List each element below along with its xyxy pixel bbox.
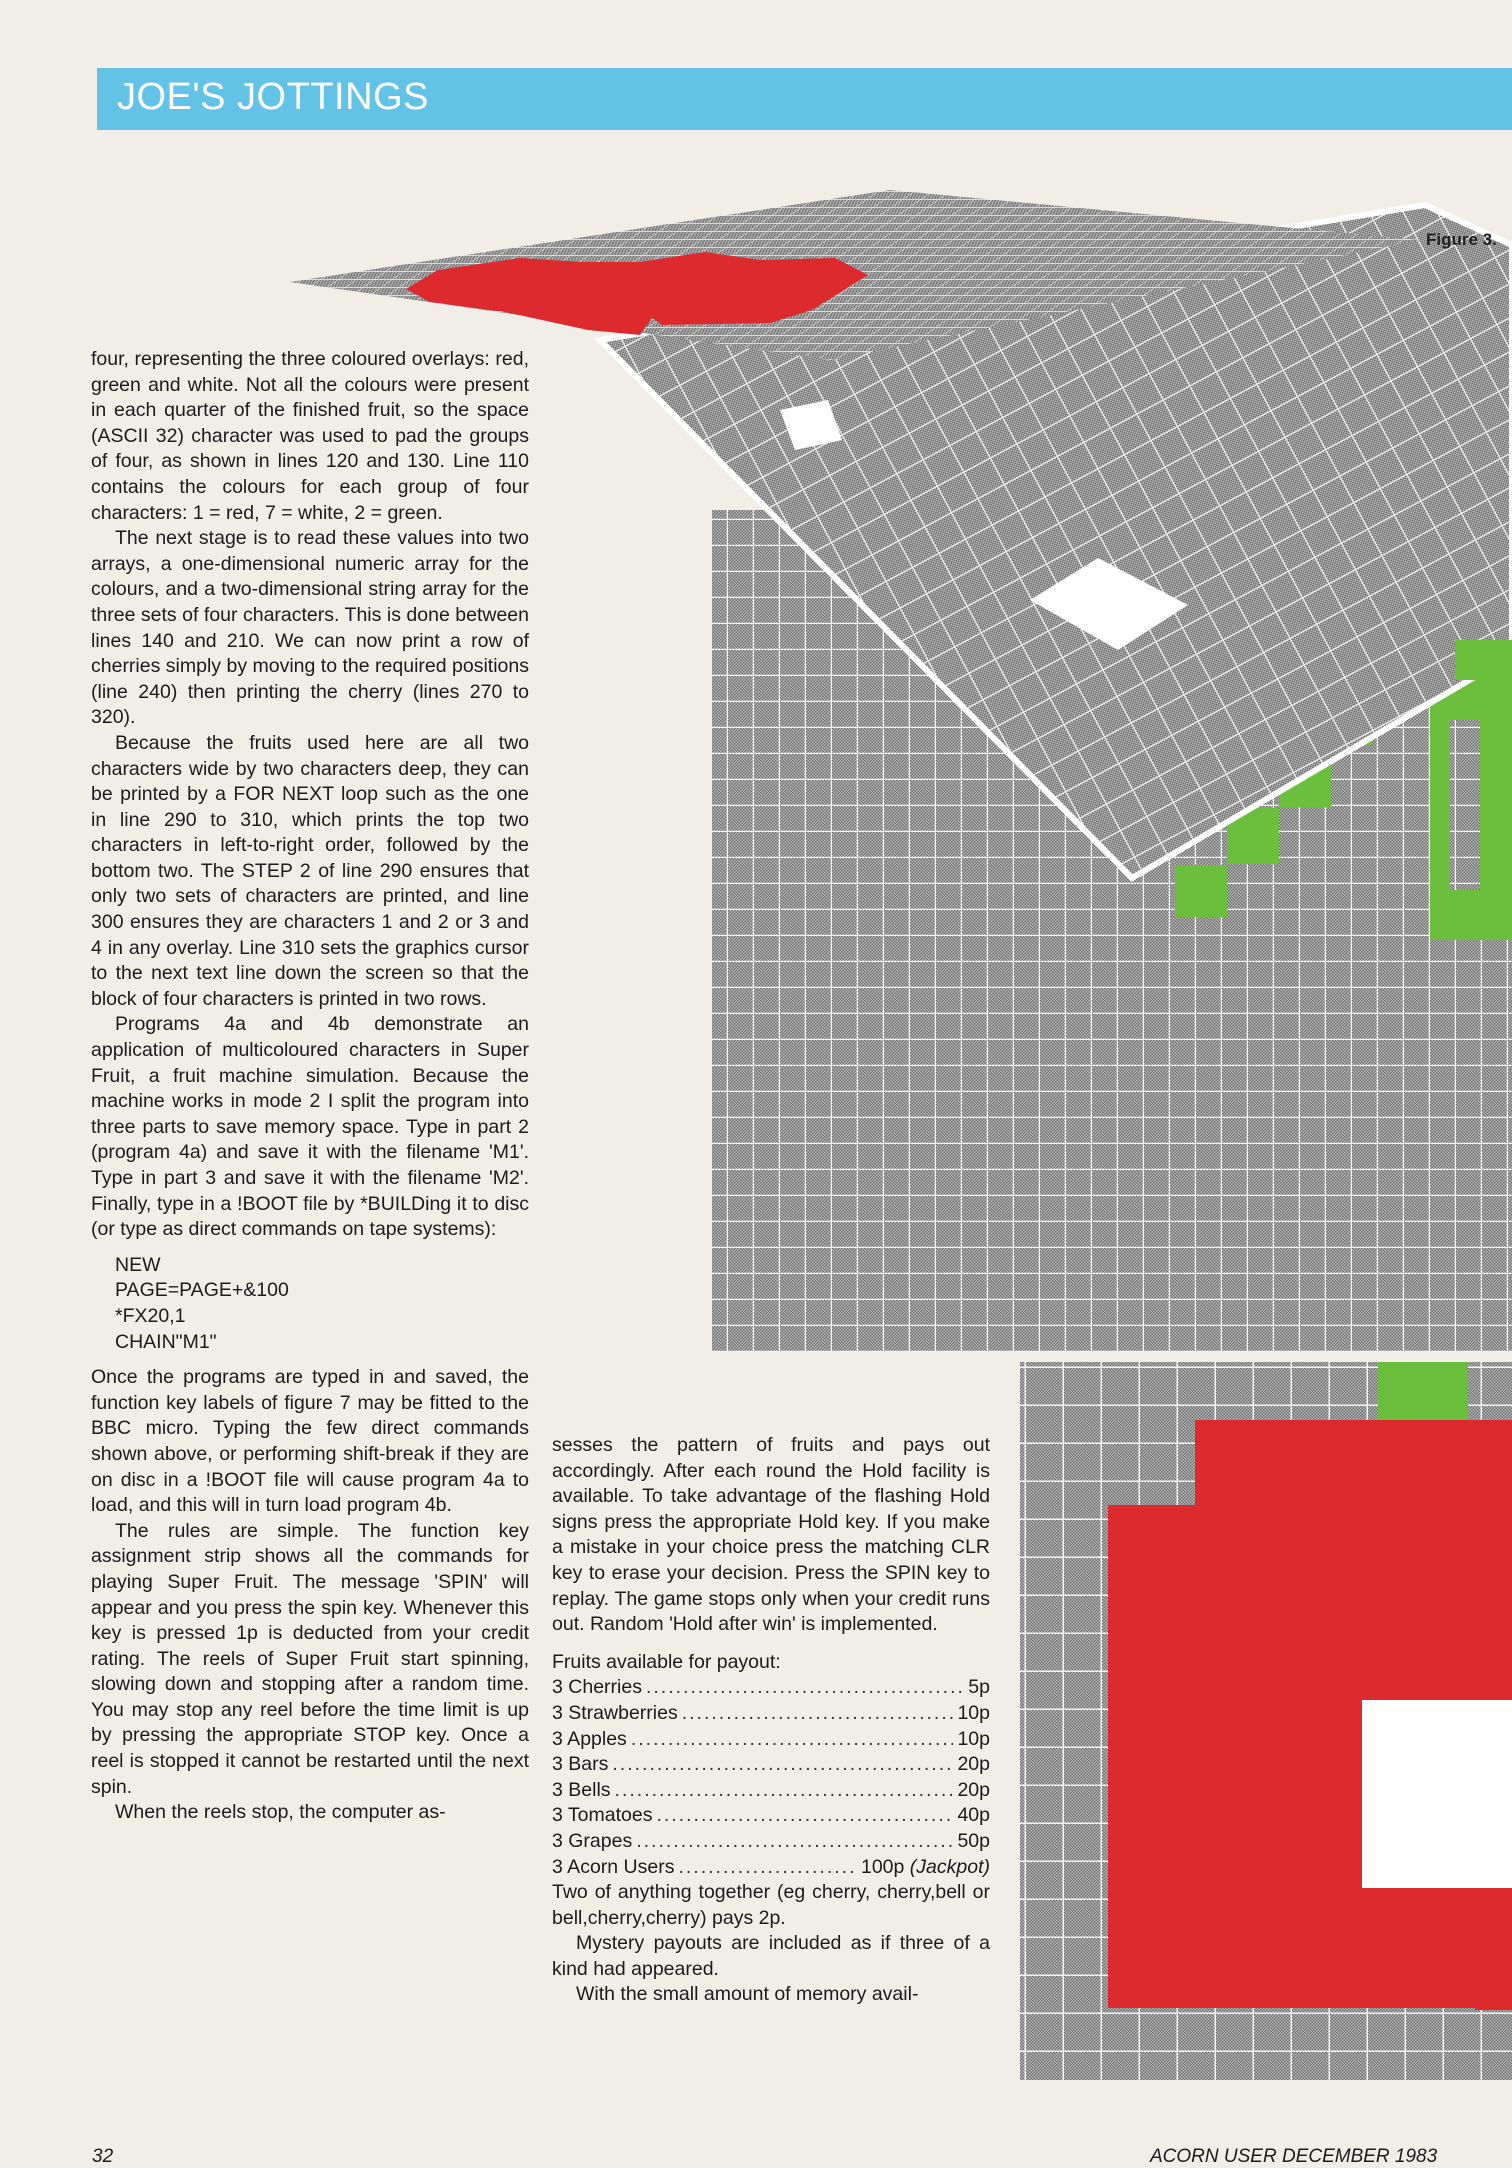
magazine-footer: ACORN USER DECEMBER 1983 bbox=[1150, 2146, 1438, 2167]
leader-dots bbox=[656, 1803, 953, 1829]
grey-gap bbox=[1450, 720, 1480, 890]
paragraph: Mystery payouts are included as if three of a kind had appeared. bbox=[552, 1932, 990, 1980]
page-number: 32 bbox=[92, 2146, 114, 2167]
payout-row bbox=[552, 1675, 990, 1701]
leader-dots bbox=[615, 1778, 954, 1804]
payout-prize: 50p bbox=[957, 1829, 990, 1852]
payout-row bbox=[552, 1778, 990, 1804]
boot-commands bbox=[115, 1253, 529, 1355]
payout-prize: 5p bbox=[968, 1676, 990, 1699]
payout-table bbox=[552, 1675, 990, 1880]
green-cell bbox=[1378, 1362, 1468, 1424]
payout-fruit: 3 Acorn Users bbox=[552, 1855, 675, 1878]
paragraph: With the small amount of memory avail- bbox=[576, 1983, 919, 2006]
green-cell bbox=[1175, 865, 1227, 917]
white-cell bbox=[1362, 1700, 1512, 1888]
payout-fruit: 3 Cherries bbox=[552, 1676, 642, 1699]
paragraph: The next stage is to read these values into two arrays, a one-dimensional numeric array for the colours, and a two-dimensional string array for the three sets of four characters. This is done between lines 140 and 210. We can now print a row of cherries simply by moving to the required positions (line 240) then printing the cherry (lines 270 to 320). bbox=[91, 527, 529, 729]
leader-dots bbox=[682, 1701, 954, 1727]
text-column-right bbox=[552, 1433, 990, 2008]
leader-dots bbox=[612, 1752, 953, 1778]
payout-fruit: 3 Bars bbox=[552, 1753, 609, 1776]
payout-row bbox=[552, 1701, 990, 1727]
paragraph: Programs 4a and 4b demonstrate an application of multicoloured characters in Super Fruit, a fruit machine simulation. Because the machine works in mode 2 I split the program into three parts to save memory space. Type in part 2 (program 4a) and save it with the filename 'M1'. Type in part 3 and save it with the filename 'M2'. Finally, type in a !BOOT file by *BUILDing it to disc (or type as direct commands on tape systems): bbox=[91, 1013, 529, 1241]
payout-row bbox=[552, 1727, 990, 1753]
paragraph: When the reels stop, the computer as- bbox=[115, 1801, 446, 1824]
paragraph: Two of anything together (eg cherry, cherry,bell or bell,cherry,cherry) pays 2p. bbox=[552, 1881, 990, 1929]
payout-prize: 100p bbox=[860, 1855, 905, 1878]
code-line: NEW bbox=[115, 1253, 161, 1276]
section-title: JOE'S JOTTINGS bbox=[117, 76, 429, 118]
leader-dots bbox=[646, 1675, 964, 1701]
paragraph: Once the programs are typed in and saved, the function key labels of figure 7 may be fitted to the BBC micro. Typing the few direct commands shown above, or performing shift-break if they are on disc in a !BOOT file will cause program 4a to load, and this will in turn load program 4b. bbox=[91, 1366, 529, 1517]
payout-fruit: 3 Apples bbox=[552, 1727, 627, 1750]
payout-prize: 20p bbox=[957, 1778, 990, 1801]
leader-dots bbox=[631, 1727, 954, 1753]
figure-label: Figure 3. bbox=[1426, 230, 1497, 249]
payout-heading: Fruits available for payout: bbox=[552, 1650, 781, 1673]
paragraph: four, representing the three coloured overlays: red, green and white. Not all the colours were present in each quarter of the finished fruit, so the space (ASCII 32) character was used to pad the groups of four, as shown in lines 120 and 130. Line 110 contains the colours for each group of four characters: 1 = red, 7 = white, 2 = green. bbox=[91, 348, 529, 524]
payout-fruit: 3 Tomatoes bbox=[552, 1804, 653, 1827]
green-cell bbox=[1455, 640, 1512, 680]
text-column-left bbox=[91, 347, 529, 1826]
paragraph: Because the fruits used here are all two characters wide by two characters deep, they can be printed by a FOR NEXT loop such as the one in line 290 to 310, which prints the top two characters in left-to-right order, followed by the bottom two. The STEP 2 of line 290 ensures that only two sets of characters are printed, and line 300 ensures they are characters 1 and 2 or 3 and 4 in any overlay. Line 310 sets the graphics cursor to the next text line down the screen so that the block of four characters is printed in two rows. bbox=[91, 731, 529, 1010]
payout-prize: 20p bbox=[957, 1753, 990, 1776]
leader-dots bbox=[678, 1855, 857, 1881]
paragraph: sesses the pattern of fruits and pays out accordingly. After each round the Hold facility is available. To take advantage of the flashing Hold signs press the appropriate Hold key. If you make a mistake in your choice press the matching CLR key to erase your decision. Press the SPIN key to replay. The game stops only when your credit runs out. Random 'Hold after win' is implemented. bbox=[552, 1434, 990, 1636]
code-line: *FX20,1 bbox=[115, 1304, 186, 1327]
payout-row bbox=[552, 1855, 990, 1881]
paragraph: The rules are simple. The function key assignment strip shows all the commands for playing Super Fruit. The message 'SPIN' will appear and you press the spin key. Whenever this key is pressed 1p is deducted from your credit rating. The reels of Super Fruit start spinning, slowing down and stopping after a random time. You may stop any reel before the time limit is up by pressing the appropriate STOP key. Once a reel is stopped it cannot be restarted until the next spin. bbox=[91, 1519, 529, 1798]
leader-dots bbox=[636, 1829, 953, 1855]
payout-prize: 10p bbox=[957, 1727, 990, 1750]
payout-row bbox=[552, 1752, 990, 1778]
payout-row bbox=[552, 1829, 990, 1855]
payout-prize: 40p bbox=[957, 1804, 990, 1827]
code-line: PAGE=PAGE+&100 bbox=[115, 1279, 289, 1302]
payout-fruit: 3 Strawberries bbox=[552, 1701, 678, 1724]
payout-row bbox=[552, 1803, 990, 1829]
code-line: CHAIN"M1" bbox=[115, 1330, 217, 1353]
payout-fruit: 3 Grapes bbox=[552, 1829, 633, 1852]
payout-note: (Jackpot) bbox=[909, 1855, 990, 1878]
payout-prize: 10p bbox=[957, 1701, 990, 1724]
payout-fruit: 3 Bells bbox=[552, 1778, 611, 1801]
